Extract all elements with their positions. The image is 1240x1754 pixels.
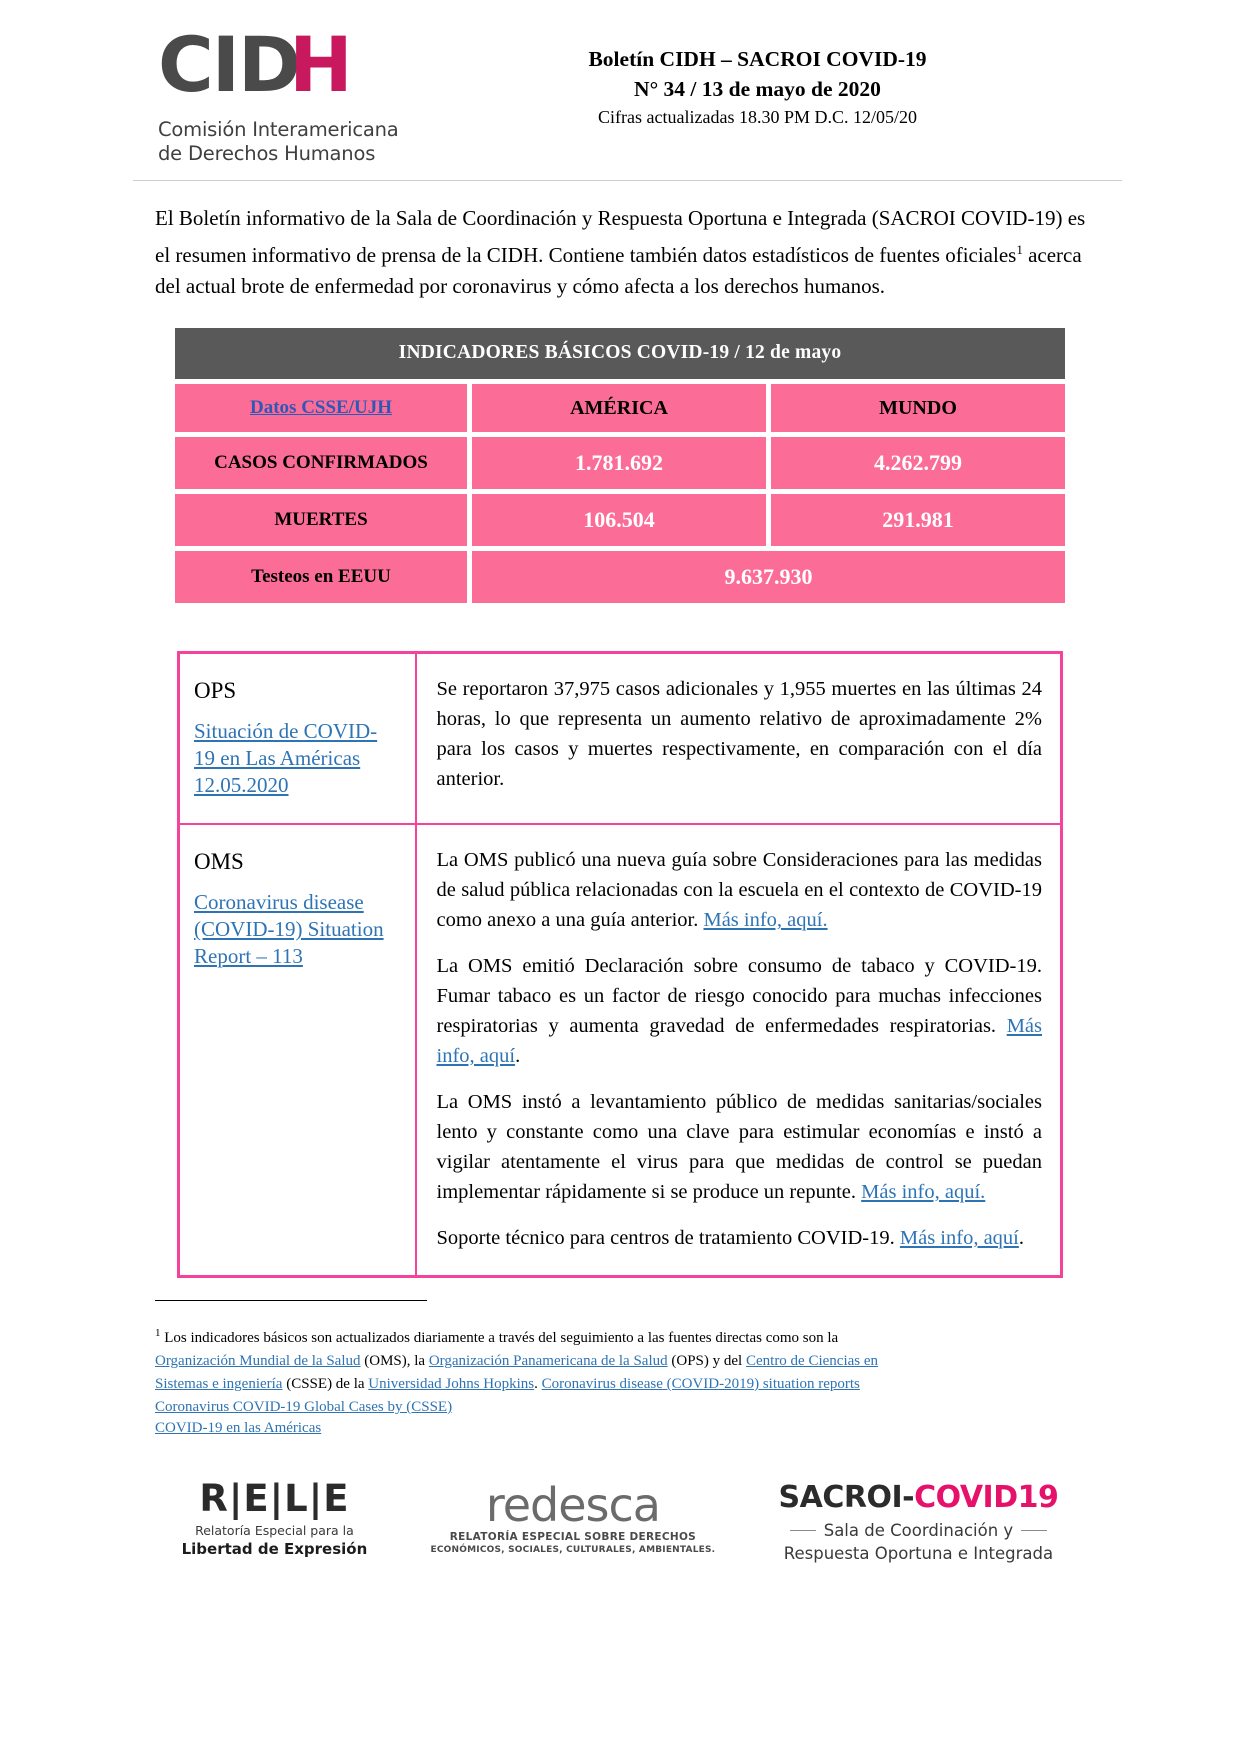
footnote-link-johns-hopkins[interactable]: Universidad Johns Hopkins [368, 1376, 535, 1392]
footnote-text-3: (OPS) y del [667, 1353, 746, 1369]
row-label-casos-confirmados: CASOS CONFIRMADOS [175, 437, 467, 489]
sacroi-logo-title-pink: COVID19 [914, 1480, 1059, 1515]
cidh-logo-subtitle-line2: de Derechos Humanos [158, 142, 376, 165]
source-oms-paragraph-tail: . [1018, 1227, 1024, 1249]
indicators-table [175, 328, 1065, 603]
sacroi-dash-left-icon [790, 1530, 816, 1531]
mas-info-aqui-link[interactable]: Más info, aquí [436, 1015, 1042, 1067]
sacroi-logo [779, 1478, 1059, 1565]
row-value-casos-mundo: 4.262.799 [771, 437, 1065, 489]
source-ops-name: OPS [194, 678, 237, 703]
indicators-source-cell [175, 384, 467, 432]
footnote-link-oms[interactable]: Organización Mundial de la Salud [155, 1353, 361, 1369]
indicators-col-america-header: AMÉRICA [472, 384, 766, 432]
sacroi-logo-title [779, 1480, 1059, 1516]
mas-info-aqui-link[interactable]: Más info, aquí. [861, 1181, 986, 1203]
source-ops-link-line1: Situación de COVID- [194, 719, 378, 743]
source-oms-paragraph-text: La OMS instó a levantamiento público de medidas sanitarias/sociales lento y constante como una clave para estimular economías e instó a vigilar atentamente el virus para que medidas de control se puedan implementar rápidamente si se produce un repunte. [436, 1091, 1042, 1203]
source-oms-link-line1: Coronavirus disease [194, 890, 364, 914]
rele-logo-sub2: Libertad de Expresión [181, 1540, 368, 1558]
source-oms-paragraph-text: La OMS publicó una nueva guía sobre Consideraciones para las medidas de salud pública relacionadas con la escuela en el contexto de COVID-19 como anexo a una guía anterior. [436, 849, 1042, 931]
footer-logos [0, 1478, 1240, 1565]
footnote-separator [155, 1300, 427, 1301]
rele-logo-sub1: Relatoría Especial para la [195, 1523, 354, 1538]
bulletin-number-date: N° 34 / 13 de mayo de 2020 [634, 77, 881, 101]
source-ops-content-cell [416, 653, 1062, 825]
redesca-logo-title: redesca [485, 1478, 660, 1532]
source-oms-paragraph-tail: . [515, 1045, 521, 1067]
mas-info-aqui-link[interactable]: Más info, aquí [899, 1227, 1019, 1249]
source-oms-name: OMS [194, 849, 244, 874]
row-value-casos-america: 1.781.692 [472, 437, 766, 489]
source-oms-link[interactable] [194, 889, 399, 970]
redesca-logo-sub2: ECONÓMICOS, SOCIALES, CULTURALES, AMBIENTALES. [430, 1545, 716, 1555]
cidh-logo-subtitle-line1: Comisión Interamericana [158, 118, 399, 141]
source-oms-link-line3: Report – 113 [194, 944, 303, 968]
row-label-testeos-eeuu: Testeos en EEUU [175, 551, 467, 603]
bulletin-title: Boletín CIDH – SACROI COVID-19 [588, 47, 927, 71]
sacroi-logo-title-dark: SACROI- [778, 1480, 915, 1515]
source-ops-paragraph-text: Se reportaron 37,975 casos adicionales y 1,955 muertes en las últimas 24 horas, lo que representa un aumento relativo de aproximadamente 2% para los casos y muertes respectivamente, en comparación con el día anterior. [436, 678, 1042, 790]
footnote-text-4: (CSSE) de la [282, 1376, 369, 1392]
datos-csse-ujh-link[interactable]: Datos CSSE/UJH [250, 397, 392, 418]
intro-paragraph [155, 203, 1100, 302]
footnote-text-1: Los indicadores básicos son actualizados diariamente a través del seguimiento a las fuentes directas como son la [160, 1330, 839, 1346]
source-ops-paragraph [437, 674, 1043, 794]
cidh-logo-subtitle [158, 118, 405, 166]
redesca-logo-sub1: RELATORÍA ESPECIAL SOBRE DERECHOS [449, 1531, 697, 1543]
source-ops-link-line2: 19 en Las Américas [194, 746, 361, 770]
footnote-link-situation-reports[interactable]: Coronavirus disease (COVID-2019) situation reports [541, 1376, 860, 1392]
header-divider [133, 180, 1122, 181]
table-row [175, 551, 1065, 603]
source-oms-paragraph [437, 1087, 1043, 1207]
sacroi-logo-sub1: Sala de Coordinación y [823, 1521, 1014, 1540]
cidh-logo-letter-pink: H [289, 20, 351, 109]
source-ops-link-line3: 12.05.2020 [194, 773, 289, 797]
sources-table [177, 651, 1063, 1278]
footnote-text-2: (OMS), la [360, 1353, 429, 1369]
row-value-testeos-eeuu: 9.637.930 [472, 551, 1065, 603]
sacroi-dash-right-icon [1021, 1530, 1047, 1531]
footnote-link-global-cases[interactable]: Coronavirus COVID-19 Global Cases by (CSSE) [155, 1399, 453, 1415]
indicators-title-bar: INDICADORES BÁSICOS COVID-19 / 12 de mayo [175, 328, 1065, 379]
footnote-link-ops[interactable]: Organización Panamericana de la Salud [428, 1353, 668, 1369]
source-oms-paragraph [437, 951, 1043, 1071]
indicators-header-row [175, 384, 1065, 432]
footnote-link-covid-americas[interactable]: COVID-19 en las Américas [155, 1420, 322, 1436]
footnote-last-line [155, 1417, 321, 1440]
table-row [175, 494, 1065, 546]
sacroi-logo-sub1-row [779, 1519, 1059, 1542]
footnote-text-5: . [534, 1376, 542, 1392]
redesca-logo [431, 1478, 716, 1557]
cidh-logo-letters-dark: CID [158, 20, 300, 109]
source-oms-content-cell [416, 824, 1062, 1277]
source-oms-paragraph-text: Soporte técnico para centros de tratamiento COVID-19. [436, 1227, 900, 1249]
rele-logo-title: R|E|L|E [199, 1477, 350, 1520]
sacroi-logo-sub2: Respuesta Oportuna e Integrada [783, 1544, 1054, 1563]
mas-info-aqui-link[interactable]: Más info, aquí. [703, 909, 828, 931]
row-value-muertes-america: 106.504 [472, 494, 766, 546]
row-value-muertes-mundo: 291.981 [771, 494, 1065, 546]
footnote-marker: 1 [155, 1327, 161, 1339]
indicators-col-mundo-header: MUNDO [771, 384, 1065, 432]
cidh-logo-mark [158, 20, 405, 109]
footnote-link-csse[interactable]: Centro de Ciencias en Sistemas e ingeniería [155, 1353, 879, 1392]
intro-text-part1: El Boletín informativo de la Sala de Coordinación y Respuesta Oportuna e Integrada (SACROI COVID-19) es el resumen informativo de prensa de la CIDH. Contiene también datos estadísticos de fuentes oficiales [155, 206, 1086, 267]
document-header [0, 0, 1240, 166]
row-label-muertes: MUERTES [175, 494, 467, 546]
intro-footnote-marker: 1 [1016, 242, 1023, 257]
source-ops-link[interactable] [194, 718, 399, 799]
bulletin-updated-note: Cifras actualizadas 18.30 PM D.C. 12/05/20 [598, 107, 917, 127]
source-oms-link-line2: (COVID-19) Situation [194, 917, 384, 941]
footnote-block [155, 1322, 895, 1419]
bulletin-title-block [405, 14, 1120, 131]
source-oms-label-cell [179, 824, 416, 1277]
table-row [175, 437, 1065, 489]
source-row-oms [179, 824, 1062, 1277]
source-oms-paragraph-text: La OMS emitió Declaración sobre consumo de tabaco y COVID-19. Fumar tabaco es un factor de riesgo conocido para muchas infecciones respiratorias y aumenta gravedad de enfermedades respiratorias. [436, 955, 1042, 1037]
rele-logo [182, 1478, 368, 1559]
cidh-logo [150, 14, 405, 166]
source-row-ops [179, 653, 1062, 825]
intro-text-part2: acerca del actual brote de enfermedad por coronavirus y cómo afecta a los derechos humanos. [155, 243, 1082, 298]
source-oms-paragraph [437, 845, 1043, 935]
source-oms-paragraph [437, 1223, 1043, 1253]
source-ops-label-cell [179, 653, 416, 825]
